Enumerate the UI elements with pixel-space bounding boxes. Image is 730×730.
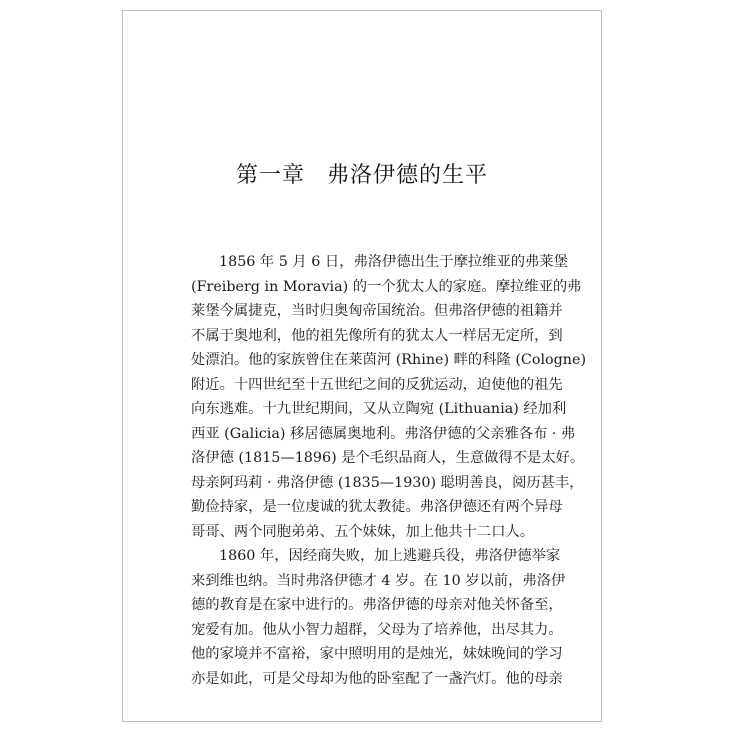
paragraph-2	[191, 544, 566, 691]
text-line: 母亲阿玛莉 · 弗洛伊德 (1835—1930) 聪明善良，阅历甚丰，	[191, 474, 584, 491]
text-line: 洛伊德 (1815—1896) 是个毛织品商人，生意做得不是太好。	[191, 450, 585, 466]
text-line: (Freiberg in Moravia) 的一个犹太人的家庭。摩拉维亚的弗	[191, 278, 582, 295]
chapter-body	[191, 250, 587, 691]
text-line: 附近。十四世纪至十五世纪之间的反犹运动，迫使他的祖先	[191, 376, 563, 393]
text-line: 1856 年 5 月 6 日，弗洛伊德出生于摩拉维亚的弗莱堡	[219, 254, 568, 270]
text-line: 1860 年，因经商失败，加上逃避兵役，弗洛伊德举家	[219, 548, 561, 564]
text-line: 向东逃难。十九世纪期间，又从立陶宛 (Lithuania) 经加利	[191, 401, 567, 417]
text-line: 宠爱有加。他从小智力超群，父母为了培养他，出尽其力。	[191, 621, 563, 638]
text-line: 处漂泊。他的家族曾住在莱茵河 (Rhine) 畔的科隆 (Cologne)	[191, 352, 587, 368]
book-page	[122, 10, 602, 722]
text-line: 西亚 (Galicia) 移居德属奥地利。弗洛伊德的父亲雅各布 · 弗	[191, 425, 576, 442]
text-line: 不属于奥地利，他的祖先像所有的犹太人一样居无定所，到	[191, 327, 563, 344]
text-line: 他的家境并不富裕，家中照明用的是烛光，妹妹晚间的学习	[191, 646, 563, 662]
chapter-number: 第一章	[235, 163, 305, 188]
chapter-title	[123, 158, 601, 189]
text-line: 莱堡今属捷克，当时归奥匈帝国统治。但弗洛伊德的祖籍并	[191, 303, 563, 319]
chapter-name: 弗洛伊德的生平	[327, 163, 489, 188]
text-line: 来到维也纳。当时弗洛伊德才 4 岁。在 10 岁以前，弗洛伊	[191, 572, 566, 589]
text-line: 哥哥、两个同胞弟弟、五个妹妹，加上他共十二口人。	[191, 523, 535, 540]
text-line: 德的教育是在家中进行的。弗洛伊德的母亲对他关怀备至，	[191, 597, 563, 613]
paragraph-1	[191, 250, 587, 544]
text-line: 勤俭持家，是一位虔诚的犹太教徒。弗洛伊德还有两个异母	[191, 499, 563, 515]
text-line: 亦是如此，可是父母却为他的卧室配了一盏汽灯。他的母亲	[191, 670, 563, 687]
